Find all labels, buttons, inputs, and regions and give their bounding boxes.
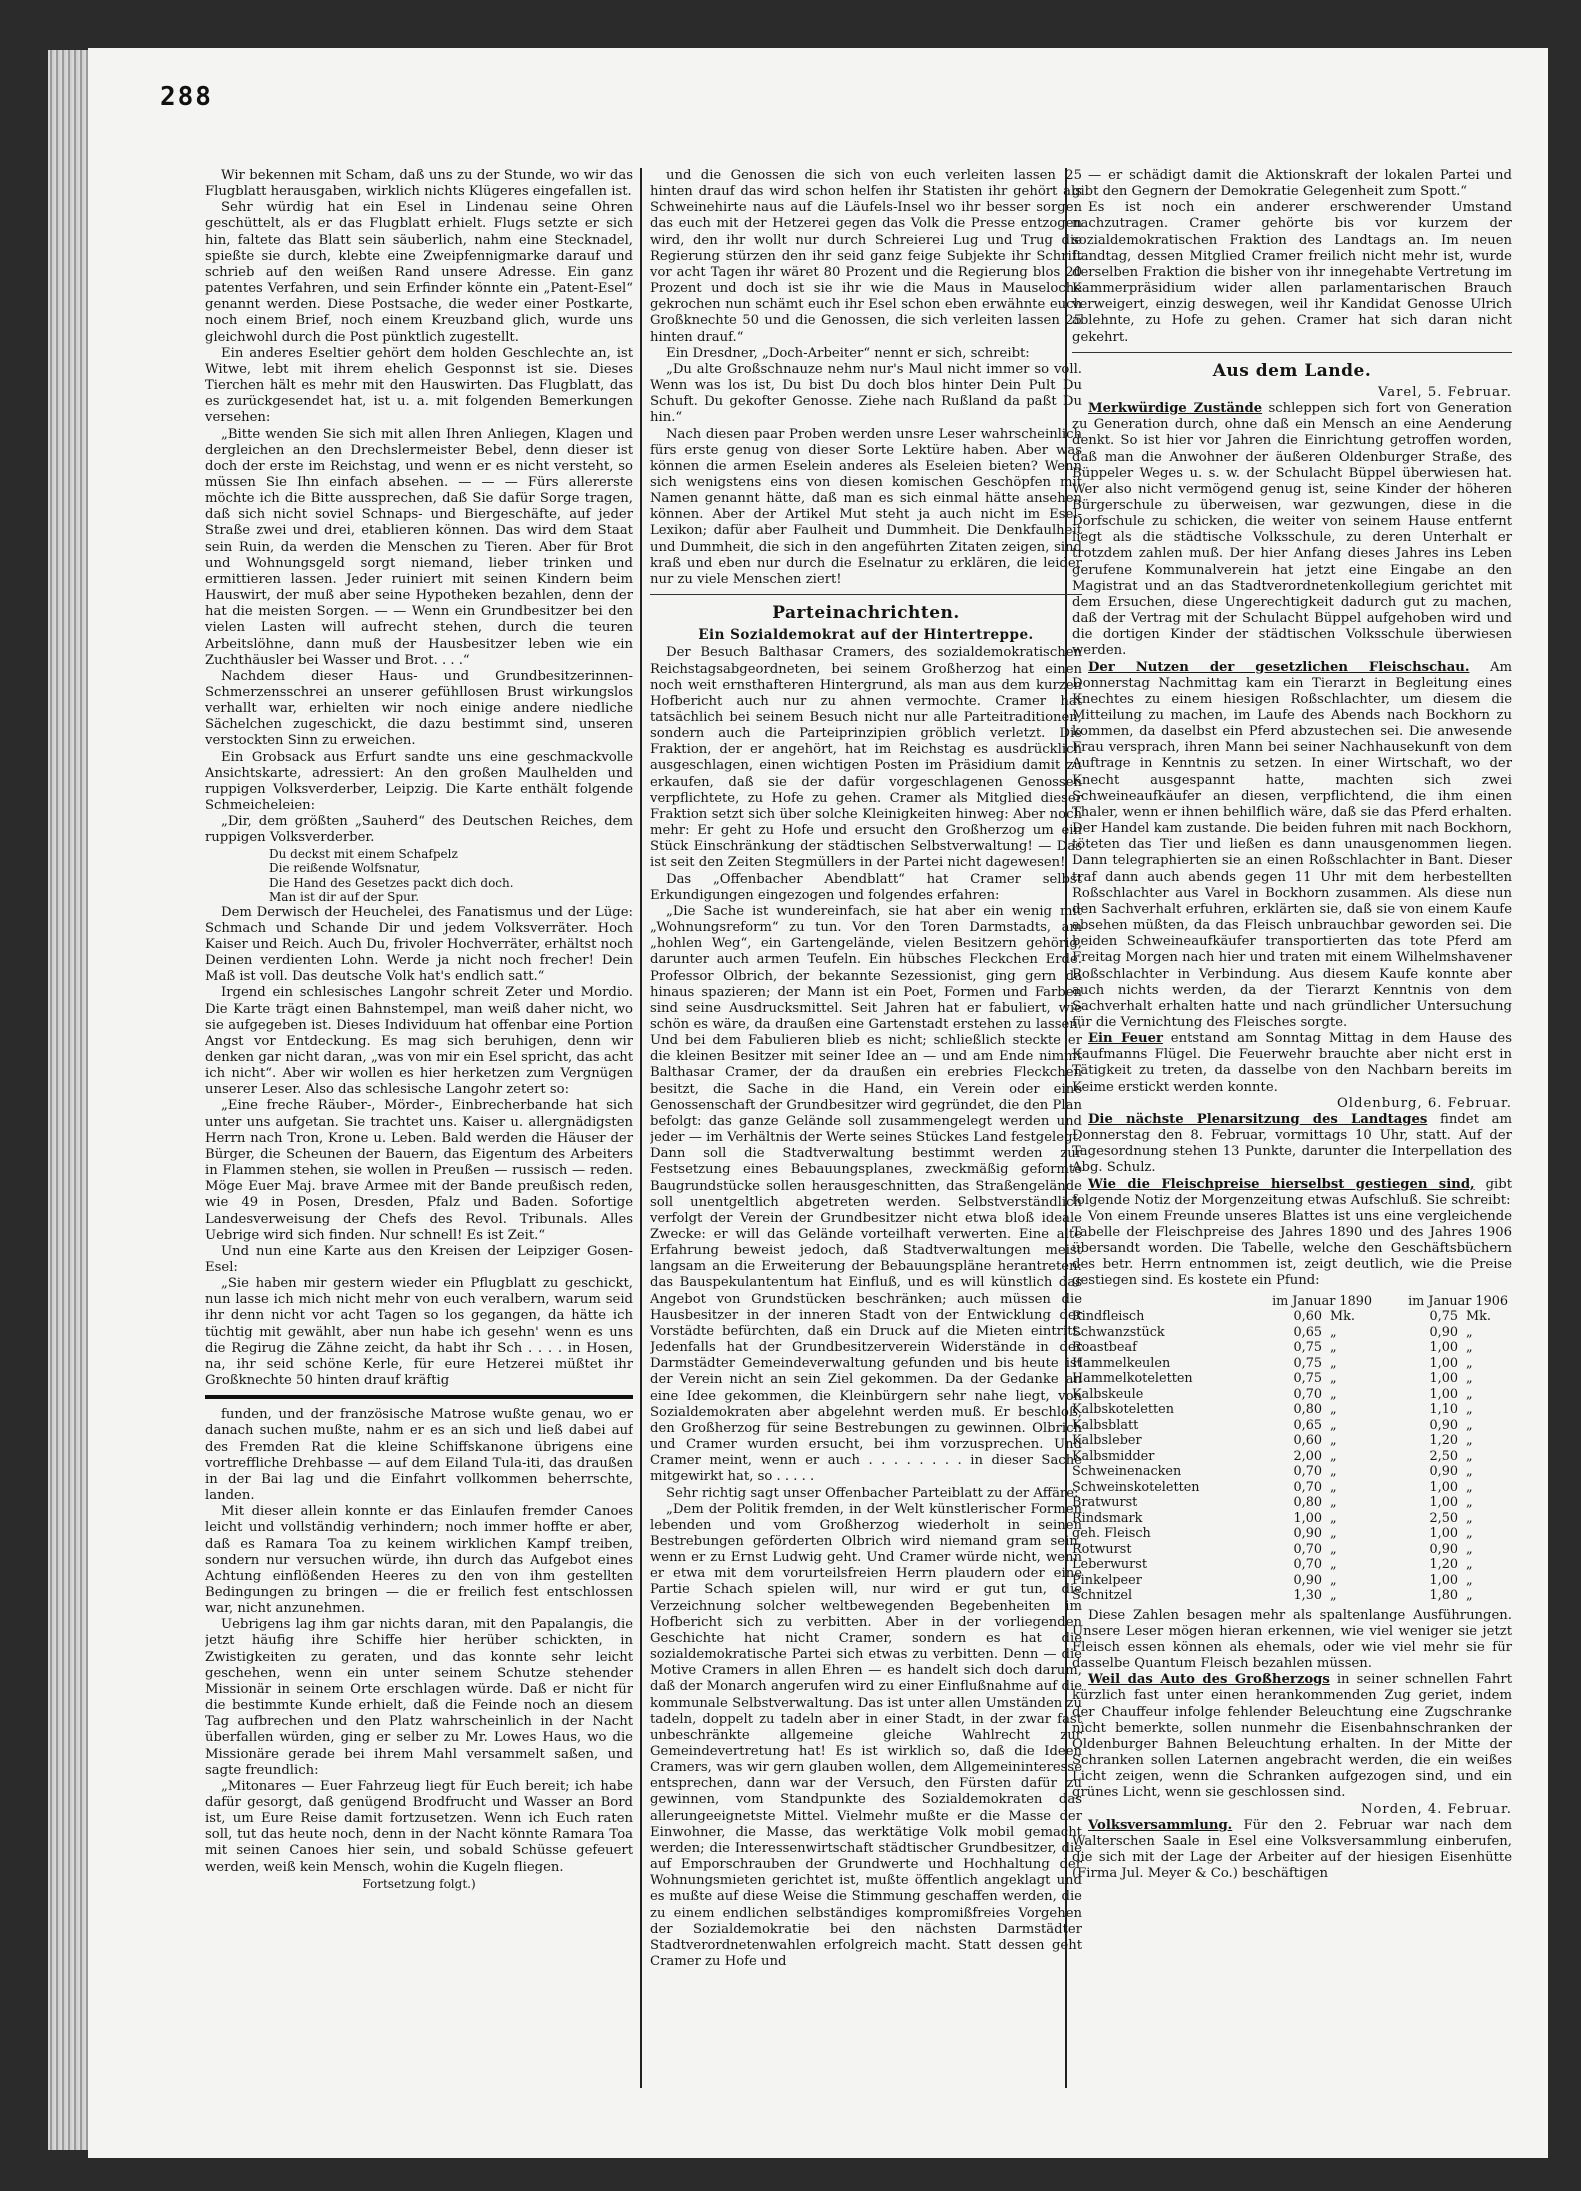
paragraph: Mit dieser allein konnte er das Einlaufen fremder Canoes leicht und vollständig verhindern; noch immer hoffte er aber, daß es Ramara Toa zu keinem wirklichen Kampf treiben, sondern nur versuchen würde, ihn durch das Aufgebot eines Achtung einflößenden Heeres zu den von ihm gestellten Bedingungen zu bringen — die er freilich fest entschlossen war, nicht anzunehmen. <box>205 1504 633 1617</box>
price-1906: 1,80 <box>1429 1588 1458 1604</box>
paragraph: Nach diesen paar Proben werden unsre Leser wahrscheinlich fürs erste genug von dieser Sorte Lektüre haben. Aber was können die armen Eselein anderes als Eseleien bieten? Wenn sich wenigstens eins von diesen komischen Geschöpfen mit Namen genannt hätte, daß man es sich einmal hätte ansehen können. Aber der Artikel Mut steht ja auch nicht im Esel-Lexikon; dafür aber Faulheit und Dummheit. Die Denkfaulheit und Dummheit, die sich in den angeführten Zitaten zeigen, sind kraß und eben nur durch die Eselnatur zu erklären, die leider nur zu viele Menschen ziert! <box>650 426 1082 587</box>
price-1890: 1,30 <box>1293 1588 1322 1604</box>
unit-1906: „ <box>1466 1448 1473 1464</box>
continuation-note: Fortsetzung folgt.) <box>362 1876 476 1891</box>
paragraph: Irgend ein schlesisches Langohr schreit Zeter und Mordio. Die Karte trägt einen Bahnstempel, man weiß daher nicht, wo sie aufgegeben ist. Dieses Individuum hat offenbar eine Portion Angst vor Entdeckung. Es mag sich beruhigen, denn wir denken gar nicht daran, „was von mir ein Esel spricht, das acht ich nicht“. Aber wir wollen es hier herketzen zum Vergnügen unserer Leser. Also das schlesische Langohr zetert so: <box>205 985 633 1098</box>
paragraph: funden, und der französische Matrose wußte genau, wo er danach suchen mußte, nahm er es an sich und ließ dabei auf des Fremden Rat die kleine Schiffskanone übrigens eine vortreffliche Drehbasse — auf dem Eiland Tula-iti, das draußen in der Bai lag und die Einfahrt vollkommen beherrschte, landen. <box>205 1407 633 1504</box>
unit-1906: „ <box>1466 1510 1473 1526</box>
table-row <box>1072 1449 1512 1465</box>
unit-1890: „ <box>1330 1479 1337 1495</box>
paragraph <box>1072 1672 1512 1801</box>
price-item: Rotwurst <box>1072 1541 1132 1557</box>
unit-1890: „ <box>1330 1557 1337 1573</box>
paragraph-text: entstand am Sonntag Mittag in dem Hause des Kaufmanns Flügel. Die Feuerwehr brauchte aber nicht erst in Tätigkeit zu treten, da dasselbe von den Nachbarn bereits im Keime erstickt werden konnte. <box>1072 1031 1512 1095</box>
unit-1906: „ <box>1466 1386 1473 1402</box>
table-row <box>1072 1573 1512 1589</box>
unit-1890: „ <box>1330 1355 1337 1371</box>
table-row <box>1072 1464 1512 1480</box>
paragraph: Der Besuch Balthasar Cramers, des sozialdemokratischen Reichstagsabgeordneten, bei seinem Großherzog hat einen noch weit ernsthafteren Hintergrund, als man aus dem kurzen Hofbericht auch nur zu ahnen vermochte. Cramer hat tatsächlich bei seinem Besuch nicht nur alle Parteitraditionen, sondern auch die Parteiprinzipien gröblich verletzt. Die Fraktion, der er angehört, hat im Reichstag es ausdrücklich ausgeschlagen, einen wichtigen Posten im Präsidium damit zu erkaufen, daß sie der dafür vorgeschlagenen Genossen verpflichtete, zu Hofe zu gehen. Cramer als Mitglied dieser Fraktion setzt sich über solche Kleinigkeiten hinweg: Aber noch mehr: Er geht zu Hofe und ersucht den Großherzog um ein Stück Einschränkung der städtischen Selbstverwaltung! — Das ist seit den Zeiten Stegmüllers in der Partei nicht dagewesen! <box>650 645 1082 871</box>
paragraph <box>1072 1177 1512 1209</box>
page-number: 288 <box>160 82 213 112</box>
price-1906: 1,10 <box>1429 1402 1458 1418</box>
unit-1890: „ <box>1330 1371 1337 1387</box>
paragraph-text: Für den 2. Februar war nach dem Walterschen Saale in Esel eine Volksversammlung einberufen, die sich mit der Lage der Arbeiter auf der hiesigen Eisenhütte (Firma Jul. Meyer & Co.) beschäftigen <box>1072 1817 1512 1882</box>
paragraph-text: in seiner schnellen Fahrt kürzlich fast unter einen herankommenden Zug geriet, indem der Chauffeur infolge fehlender Beleuchtung eine Zugschranke nicht bemerkte, sollen nunmehr die Eisenbahnschranken der Oldenburger Bahnen Beleuchtung erhalten. In der Mitte der Schranken sollen Laternen angebracht werden, die ein weißes Licht zeigen, wenn die Schranken aufgezogen sind, und ein grünes Licht, wenn sie geschlossen sind. <box>1072 1672 1512 1801</box>
price-1890: 2,00 <box>1293 1448 1322 1464</box>
unit-1890: Mk. <box>1330 1309 1355 1325</box>
unit-1906: „ <box>1466 1417 1473 1433</box>
paragraph: „Eine freche Räuber-, Mörder-, Einbrecherbande hat sich unter uns aufgetan. Sie trachtet uns. Kaiser u. allergnädigsten Herrn nach Tron, Krone u. Leben. Bald werden die Häuser der Bürger, die Scheunen der Bauern, das Eigentum des Arbeiters in Flammen stehen, sie wollen in Preußen — russisch — reden. Möge Euer Maj. brave Armee mit der Bande preußisch reden, wie 49 in Posen, Dresden, Pfalz und Baden. Sofortige Landesverweisung der Chefs des Revol. Tribunals. Alles Uebrige wird sich finden. Nur schnell! Es ist Zeit.“ <box>205 1098 633 1243</box>
price-1890: 1,00 <box>1293 1510 1322 1526</box>
unit-1906: „ <box>1466 1572 1473 1588</box>
price-1906: 1,00 <box>1429 1495 1458 1511</box>
table-row <box>1072 1325 1512 1341</box>
price-1890: 0,80 <box>1293 1402 1322 1418</box>
paragraph <box>1072 1112 1512 1177</box>
paragraph: Von einem Freunde unseres Blattes ist uns eine vergleichende Tabelle der Fleischpreise des Jahres 1890 und des Jahres 1906 übersandt worden. Die Tabelle, welche den Geschäftsbüchern des betr. Herrn entnommen ist, zeigt deutlich, wie die Preise gestiegen sind. Es kostete ein Pfund: <box>1072 1208 1512 1289</box>
paragraph: „Dir, dem größten „Sauherd“ des Deutschen Reiches, dem ruppigen Volksverderber. <box>205 814 633 846</box>
unit-1906: „ <box>1466 1402 1473 1418</box>
unit-1906: „ <box>1466 1541 1473 1557</box>
paragraph: Es ist noch ein anderer erschwerender Umstand nachzutragen. Cramer gehörte bis vor kurzem der sozialdemokratischen Fraktion des Landtags an. Im neuen Landtag, dessen Mitglied Cramer freilich nicht mehr ist, wurde derselben Fraktion die bisher von ihr innegehabte Vertretung im Kammerpräsidium wider allen parlamentarischen Brauch verweigert, einzig deswegen, weil ihr Kandidat Genosse Ulrich ablehnte, zu Hofe zu gehen. Cramer hat sich daran nicht gekehrt. <box>1072 200 1512 345</box>
paragraph: Uebrigens lag ihm gar nichts daran, mit den Papalangis, die jetzt häufig ihre Schiffe hier herüber schickten, in Zwistigkeiten zu geraten, und das konnte sehr leicht geschehen, wenn ein unter seinem Schutze stehender Missionär in seinem Orte erschlagen würde. Daß er nicht für die bestimmte Kunde erhielt, daß die Feinde noch an diesem Tag aufbrechen und den Platz wahrscheinlich in der Nacht überfallen würden, ging er selber zu Mr. Lowes Haus, wo die Missionäre gerade bei ihrem Mahl versammelt saßen, und sagte freundlich: <box>205 1617 633 1778</box>
poem-line: Die Hand des Gesetzes packt dich doch. <box>269 875 514 890</box>
paragraph: Das „Offenbacher Abendblatt“ hat Cramer selbst Erkundigungen eingezogen und folgendes erfahren: <box>650 871 1082 903</box>
lead-in: Der Nutzen der gesetzlichen Fleischschau. <box>1088 659 1470 675</box>
unit-1906: „ <box>1466 1557 1473 1573</box>
unit-1906: „ <box>1466 1340 1473 1356</box>
article-heading: Ein Sozialdemokrat auf der Hintertreppe. <box>698 627 1034 644</box>
price-1890: 0,65 <box>1293 1324 1322 1340</box>
lead-in: Merkwürdige Zustände <box>1088 401 1263 417</box>
price-1906: 1,00 <box>1429 1479 1458 1495</box>
paragraph: Ein Grobsack aus Erfurt sandte uns eine geschmackvolle Ansichtskarte, adressiert: An den großen Maulhelden und ruppigen Volksverderber, Leipzig. Die Karte enthält folgende Schmeicheleien: <box>205 749 633 814</box>
table-row <box>1072 1542 1512 1558</box>
price-1890: 0,90 <box>1293 1526 1322 1542</box>
unit-1906: Mk. <box>1466 1309 1491 1325</box>
table-row <box>1072 1495 1512 1511</box>
price-item: Kalbsmidder <box>1072 1448 1155 1464</box>
paragraph: „Dem der Politik fremden, in der Welt künstlerischer Formen lebenden und vom Großherzog wiederholt in seinen Bestrebungen geförderten Olbrich wird niemand gram sein, wenn er zu Ernst Ludwig geht. Und Cramer würde nicht, wenn er etwa mit dem vorurteilsfreien Herrn plaudern oder eine Partie Schach spielen will, nur wird er gut tun, die Verzeichnung solcher weltbewegenden Begebenheiten im Hofbericht sich zu verbitten. Aber in der vorliegenden Geschichte hat nicht Cramer, sondern es hat die sozialdemokratische Partei sich etwas zu verbitten. Denn — die Motive Cramers in allen Ehren — es handelt sich doch darum, daß der Monarch angerufen wird zu einer Einflußnahme auf die kommunale Selbstverwaltung. Das ist unter allen Umständen zu tadeln, doppelt zu tadeln aber in einer Stadt, in der zwar fast unbeschränkte allgemeine gleiche Wahlrecht zur Gemeindevertretung hat! Es ist wirklich so, daß die Ideen Cramers, was wir gern glauben wollen, dem Allgemeininteresse entsprechen, dann war der Versuch, den Fürsten dafür zu gewinnen, vom Standpunkte des Sozialdemokraten das allerungeeignetste Mittel. Vielmehr mußte er die Masse der Einwohner, die Masse, das werktätige Volk mobil gemacht werden; die Interessenwirtschaft städtischer Grundbesitzer, die auf Emporschrauben der Grundwerte und Hochhaltung der Wohnungsmieten gerichtet ist, mußte öffentlich angeklagt und es mußte auf diese Weise die Stimmung geschaffen werden, die zu einem endlichen selbständiges kompromißfreies Vorgehen der Sozialdemokratie bei den nächsten Darmstädter Stadtverordnetenwahlen erfolgreich macht. Statt dessen geht Cramer zu Hofe und <box>650 1501 1082 1970</box>
dateline: Varel, 5. Februar. <box>1377 384 1512 400</box>
paragraph <box>1072 660 1512 1032</box>
unit-1890: „ <box>1330 1541 1337 1557</box>
unit-1906: „ <box>1466 1479 1473 1495</box>
price-item: geh. Fleisch <box>1072 1526 1151 1542</box>
price-item: Kalbskeule <box>1072 1386 1144 1402</box>
unit-1906: „ <box>1466 1464 1473 1480</box>
price-1906: 0,90 <box>1429 1324 1458 1340</box>
price-item: Schnitzel <box>1072 1588 1133 1604</box>
poem-line: Man ist dir auf der Spur. <box>269 890 420 905</box>
price-item: Leberwurst <box>1072 1557 1147 1573</box>
price-1906: 0,90 <box>1429 1464 1458 1480</box>
table-row <box>1072 1433 1512 1449</box>
paragraph: „Du alte Großschnauze nehm nur's Maul nicht immer so voll. Wenn was los ist, Du bist Du doch blos hinter Dein Pult Du Schuft. Du gekofter Genosse. Ziehe nach Rußland da paßt Du hin.“ <box>650 361 1082 426</box>
section-heading-partei: Parteinachrichten. <box>772 603 960 624</box>
price-1890: 0,70 <box>1293 1479 1322 1495</box>
unit-1890: „ <box>1330 1386 1337 1402</box>
price-1906: 1,20 <box>1429 1557 1458 1573</box>
price-1906: 0,90 <box>1429 1417 1458 1433</box>
price-1906: 2,50 <box>1429 1448 1458 1464</box>
dateline: Norden, 4. Februar. <box>1360 1801 1512 1817</box>
unit-1906: „ <box>1466 1495 1473 1511</box>
column-rule-left <box>640 168 642 2088</box>
table-row <box>1072 1356 1512 1372</box>
paragraph: und die Genossen die sich von euch verleiten lassen 25 hinten drauf das wird schon helfen ihr Statisten ihr gehört als Schweinehirte naus auf die Läufels-Insel wo ihr besser sorgen das euch mit der Hetzerei gegen das Volk die Presse entzogen wird, den ihr wollt nur durch Schreierei Lug und Trug die Regierung stürzen den ihr seid ganz feige Subjekte ihr Schrift vor acht Tagen ihr wäret 80 Prozent und die Regierung blos 20 Prozent und doch ist sie ihr wie die Maus in Mauseloche gekrochen nun schämt euch ihr Esel schon eben erwähnte euch Großknechte 50 und die Genossen, die sich verleiten lassen 25 hinten drauf.“ <box>650 168 1082 345</box>
unit-1890: „ <box>1330 1588 1337 1604</box>
lead-in: Ein Feuer <box>1088 1031 1163 1047</box>
unit-1890: „ <box>1330 1495 1337 1511</box>
table-header-row <box>1072 1294 1512 1310</box>
paragraph-text: schleppen sich fort von Generation zu Generation durch, ohne daß ein Mensch an eine Aenderung denkt. So ist hier vor Jahren die Einrichtung getroffen worden, daß man die Anwohner der äußeren Oldenburger Straße, des Büppeler Weges u. s. w. der Schulacht Büppel überwiesen hat. Wer also nicht vermögend genug ist, seine Kinder der höheren Bürgerschule zu überweisen, war gezwungen, diese in die Dorfschule zu schicken, die weiter von seinem Hause entfernt liegt als die städtische Volksschule, zu deren Unterhalt er trotzdem zahlen muß. Der hier Anfang dieses Jahres ins Leben gerufene Kommunalverein hat jetzt eine Eingabe an den Magistrat und an das Stadtverordnetenkollegium gerichtet mit dem Ersuchen, diese Ungerechtigkeit dadurch gut zu machen, daß der Vertrag mit der Schulacht Büppel aufgehoben wird und die dortigen Kinder der städtischen Volksschule überwiesen werden. <box>1072 401 1512 659</box>
paragraph: Und nun eine Karte aus den Kreisen der Leipziger Gosen-Esel: <box>205 1243 633 1275</box>
price-1906: 1,00 <box>1429 1355 1458 1371</box>
price-item: Pinkelpeer <box>1072 1572 1142 1588</box>
section-heading-lande: Aus dem Lande. <box>1212 360 1372 381</box>
lead-in: Die nächste Plenarsitzung des Landtages <box>1088 1111 1428 1127</box>
price-item: Rindfleisch <box>1072 1309 1145 1325</box>
price-1890: 0,70 <box>1293 1464 1322 1480</box>
paragraph <box>1072 1818 1512 1883</box>
paragraph: Wir bekennen mit Scham, daß uns zu der Stunde, wo wir das Flugblatt herausgaben, wirklich nichts Klügeres eingefallen ist. <box>205 168 633 200</box>
price-item: Rindsmark <box>1072 1510 1143 1526</box>
unit-1890: „ <box>1330 1510 1337 1526</box>
column-header: im Januar 1906 <box>1408 1293 1508 1309</box>
table-row <box>1072 1588 1512 1604</box>
price-1906: 0,75 <box>1429 1309 1458 1325</box>
price-1906: 2,50 <box>1429 1510 1458 1526</box>
unit-1906: „ <box>1466 1588 1473 1604</box>
price-1890: 0,90 <box>1293 1572 1322 1588</box>
column-2 <box>650 168 1082 2108</box>
paragraph-text: findet am Donnerstag den 8. Februar, vormittags 10 Uhr, statt. Auf der Tagesordnung stehen 13 Punkte, darunter die Interpellation des Abg. Schulz. <box>1072 1111 1512 1176</box>
column-header: im Januar 1890 <box>1272 1293 1372 1309</box>
lead-in: Wie die Fleischpreise hierselbst gestiegen sind, <box>1088 1176 1475 1192</box>
table-row <box>1072 1418 1512 1434</box>
unit-1906: „ <box>1466 1433 1473 1449</box>
paragraph: Dem Derwisch der Heuchelei, des Fanatismus und der Lüge: Schmach und Schande Dir und jedem Volksverräter. Hoch Kaiser und Reich. Auch Du, frivoler Hochverräter, erhältst noch Deinen verdienten Lohn. Werde ja nicht noch frecher! Dein Maß ist voll. Das deutsche Volk hat's endlich satt.“ <box>205 904 633 985</box>
paragraph: Sehr würdig hat ein Esel in Lindenau seine Ohren geschüttelt, als er das Flugblatt erhielt. Flugs setzte er sich hin, faltete das Blatt sein säuberlich, nahm eine Stecknadel, spießte sie durch, klebte eine Zweipfennigmarke darauf und schrieb auf den weißen Rand unsere Adresse. Ein ganz patentes Verfahren, und sein Erfinder könnte ein „Patent-Esel“ genannt werden. Diese Postsache, die weder einer Postkarte, noch einem Brief, noch einem Kreuzband glich, wurde uns gleichwohl durch die Post pünktlich zugestellt. <box>205 200 633 345</box>
price-1890: 0,70 <box>1293 1541 1322 1557</box>
lead-in: Volksversammlung. <box>1088 1817 1233 1833</box>
paragraph: „Sie haben mir gestern wieder ein Pflugblatt zu geschickt, nun lasse ich mich nicht mehr von euch veralbern, warum seid ihr denn nicht vor acht Tagen so los gegangen, da hätte ich tüchtig mit gewählt, aber nun habe ich gesehn' wenn es uns die Regirug die Zähne zeicht, da habt ihr Sch . . . . in Hosen, na, ihr seid schöne Kerle, für eure Hetzerei müßtet ihr Großknechte 50 hinten drauf kräftig <box>205 1276 633 1389</box>
price-1890: 0,65 <box>1293 1417 1322 1433</box>
price-1890: 0,75 <box>1293 1355 1322 1371</box>
price-1906: 1,20 <box>1429 1433 1458 1449</box>
price-1906: 1,00 <box>1429 1371 1458 1387</box>
price-item: Schwanzstück <box>1072 1324 1165 1340</box>
price-item: Hammelkoteletten <box>1072 1371 1193 1387</box>
poem <box>205 847 633 905</box>
unit-1890: „ <box>1330 1324 1337 1340</box>
unit-1890: „ <box>1330 1526 1337 1542</box>
unit-1890: „ <box>1330 1402 1337 1418</box>
paragraph: „Bitte wenden Sie sich mit allen Ihren Anliegen, Klagen und dergleichen an den Drechslermeister Bebel, denn dieser ist doch der erste im Reichstag, und wenn er es nicht versteht, so müssen Sie Ihn einfach absehen. — — — Fürs allererste möchte ich die Bitte aussprechen, daß Sie dafür Sorge tragen, daß sich nicht soviel Schnaps- und Biergeschäfte, auf jeder Straße zwei und drei, etablieren können. Das wird dem Staat sein Ruin, da werden die Menschen zu Tieren. Aber für Brot und Wohnungsgeld sorgt niemand, lieber trinken und ermittieren lassen. Jeder ruiniert mit seinen Kindern beim Hauswirt, der muß aber seine Hypotheken bezahlen, denn der hat die meisten Sorgen. — — Wenn ein Grundbesitzer bei den vielen Lasten will aufrecht stehen, durch die teuren Arbeitslöhne, dann muß der Hausbesitzer leben wie ein Zuchthäusler bei Wasser und Brot. . . .“ <box>205 426 633 668</box>
price-1890: 0,70 <box>1293 1557 1322 1573</box>
paragraph <box>1072 401 1512 660</box>
price-1890: 0,75 <box>1293 1340 1322 1356</box>
meat-price-table <box>1072 1294 1512 1604</box>
price-1890: 0,75 <box>1293 1371 1322 1387</box>
column-3 <box>1072 168 1512 2108</box>
unit-1890: „ <box>1330 1572 1337 1588</box>
price-item: Schweinskoteletten <box>1072 1479 1200 1495</box>
table-row <box>1072 1340 1512 1356</box>
column-1 <box>205 168 633 2108</box>
paragraph: — er schädigt damit die Aktionskraft der lokalen Partei und gibt den Gegnern der Demokratie Gelegenheit zum Spott.“ <box>1072 168 1512 200</box>
paragraph: Ein anderes Eseltier gehört dem holden Geschlechte an, ist Witwe, lebt mit ihrem ehelich Gesponnst ist sie. Dieses Tierchen hält es mehr mit den Hauswirten. Das Flugblatt, das es zurückgesendet hat, ist u. a. mit folgenden Bemerkungen versehen: <box>205 345 633 426</box>
price-1890: 0,80 <box>1293 1495 1322 1511</box>
unit-1906: „ <box>1466 1371 1473 1387</box>
paragraph: Ein Dresdner, „Doch-Arbeiter“ nennt er sich, schreibt: <box>666 345 1030 361</box>
paragraph: „Die Sache ist wundereinfach, sie hat aber ein wenig mit „Wohnungsreform“ zu tun. Vor den Toren Darmstadts, am „hohlen Weg“, ein Gartengelände, vielen Besitzern gehörig, darunter auch armen Teufeln. Ein hübsches Fleckchen Erde. Professor Olbrich, der bekannte Sezessionist, ging gern da hinaus spazieren; der Mann ist ein Poet, Formen und Farben sind seine Ausdrucksmittel. Seit Jahren hat er fabuliert, wie schön es wäre, da draußen eine Gartenstadt erstehen zu lassen. Und bei dem Fabulieren blieb es nicht; schließlich steckte er die kleinen Besitzer mit seiner Idee an — und am Ende nimmt Balthasar Cramer, der da draußen ein erebries Fleckchen besitzt, die Sache in die Hand, ein Verein oder eine Genossenschaft der Grundbesitzer wird gegründet, die den Plan befolgt: das ganze Gelände soll zusammengelegt werden und jeder — im Verhältnis der Werte seines Stückes Land festgelegt. Dann soll die Stadtverwaltung bestimmt werden zur Festsetzung eines Bebauungsplanes, zweckmäßig geformte Baugrundstücke sollen herausgeschnitten, das Straßengelände soll unentgeltlich abgetreten werden. Selbstverständlich verfolgt der Verein der Grundbesitzer nicht etwa bloß ideale Zwecke: er will das Gelände vorteilhaft verwerten. Eine alte Erfahrung beweist jedoch, daß Stadtverwaltungen meist langsam an die Erweiterung der Bebauungspläne herantreten: das Bauspekulantentum hat Einfluß, und es will künstlich das Angebot von Grundstücken beschränken; auch müssen die Hausbesitzer in der inneren Stadt von der Entwicklung der Vorstädte befürchten, daß ein Druck auf die Mieten eintritt. Jedenfalls hat der Grundbesitzerverein Widerstände in der Darmstädter Gemeindeverwaltung gefunden und bis heute ist der Verein nicht an sein Ziel gekommen. Da der Gedanke an eine Idee gekommen, die Kleinbürgern sehr nahe liegt, von Sozialdemokraten aber abgelehnt werden muß. Er beschloß, den Großherzog für seine Bestrebungen zu gewinnen. Olbrich und Cramer wurden ersucht, bei ihm vorzusprechen. Und Cramer meint, wenn er auch . . . . . . . . in dieser Sache mitgewirkt hat, so . . . . . <box>650 903 1082 1485</box>
price-item: Schweinenacken <box>1072 1464 1182 1480</box>
price-1906: 1,00 <box>1429 1386 1458 1402</box>
dateline: Oldenburg, 6. Februar. <box>1337 1095 1512 1111</box>
unit-1906: „ <box>1466 1526 1473 1542</box>
paragraph-text: gibt folgende Notiz der Morgenzeitung etwas Aufschluß. Sie schreibt: <box>1072 1176 1512 1208</box>
unit-1890: „ <box>1330 1417 1337 1433</box>
paragraph: Diese Zahlen besagen mehr als spaltenlange Ausführungen. Unsere Leser mögen hieran erkennen, wie viel weniger sie jetzt Fleisch essen können als ehemals, oder wie viel mehr sie für dasselbe Quantum Fleisch bezahlen müssen. <box>1072 1607 1512 1672</box>
price-1890: 0,60 <box>1293 1309 1322 1325</box>
unit-1890: „ <box>1330 1340 1337 1356</box>
price-rows <box>1072 1309 1512 1604</box>
section-divider <box>650 594 1082 595</box>
price-item: Kalbskoteletten <box>1072 1402 1174 1418</box>
price-item: Bratwurst <box>1072 1495 1138 1511</box>
table-row <box>1072 1371 1512 1387</box>
price-item: Roastbeaf <box>1072 1340 1137 1356</box>
price-1890: 0,70 <box>1293 1386 1322 1402</box>
table-row <box>1072 1402 1512 1418</box>
poem-line: Du deckst mit einem Schafpelz <box>269 846 458 861</box>
paragraph: Sehr richtig sagt unser Offenbacher Parteiblatt zu der Affäre: <box>666 1485 1079 1501</box>
unit-1906: „ <box>1466 1324 1473 1340</box>
price-1906: 1,00 <box>1429 1526 1458 1542</box>
unit-1890: „ <box>1330 1433 1337 1449</box>
paragraph: „Mitonares — Euer Fahrzeug liegt für Euch bereit; ich habe dafür gesorgt, daß genügend Brodfrucht und Wasser an Bord ist, um Eure Reise damit fortzusetzen. Wenn ich Euch raten soll, tut das heute noch, denn in der Nacht könnte Ramara Toa mit seinen Canoes hier sein, und sobald Schüsse gefeuert werden, weiß kein Mensch, wohin die Kugeln fliegen. <box>205 1778 633 1875</box>
price-item: Kalbsleber <box>1072 1433 1142 1449</box>
table-row <box>1072 1480 1512 1496</box>
price-item: Kalbsblatt <box>1072 1417 1139 1433</box>
table-row <box>1072 1387 1512 1403</box>
table-row <box>1072 1557 1512 1573</box>
section-divider <box>1072 352 1512 353</box>
feuilleton-divider <box>205 1395 633 1399</box>
price-1906: 1,00 <box>1429 1340 1458 1356</box>
paragraph: Nachdem dieser Haus- und Grundbesitzerinnen-Schmerzensschrei an unserer gefühllosen Brust wirkungslos verhallt war, erhielten wir noch einige andere niedliche Sächelchen zugeschickt, die dazu bestimmt sind, unseren verstockten Sinn zu erweichen. <box>205 668 633 749</box>
unit-1906: „ <box>1466 1355 1473 1371</box>
table-row <box>1072 1511 1512 1527</box>
table-row <box>1072 1309 1512 1325</box>
lead-in: Weil das Auto des Großherzogs <box>1088 1672 1330 1688</box>
price-1906: 1,00 <box>1429 1572 1458 1588</box>
poem-line: Die reißende Wolfsnatur, <box>269 861 421 876</box>
paragraph <box>1072 1031 1512 1096</box>
price-1906: 0,90 <box>1429 1541 1458 1557</box>
paragraph-text: Am Donnerstag Nachmittag kam ein Tierarzt in Begleitung eines Knechtes zu einem hiesigen Roßschlachter, um diesem die Mitteilung zu machen, im Laufe des Abends nach Bockhorn zu kommen, da daselbst ein Pferd abzustechen sei. Die anwesende Frau versprach, ihren Mann bei seiner Nachhausekunft von dem Auftrage in Kenntnis zu setzen. In einer Wirtschaft, wo der Knecht ausgespannt hatte, machten sich zwei Schweineaufkäufer an diesen, verpflichtend, die ihm einen Thaler, wenn er ihnen behilflich wäre, daß sie das Pferd erhalten. Der Handel kam zustande. Die beiden fuhren mit nach Bockhorn, töteten das Tier und ließen es dann unausgenommen liegen. Dann telegraphierten sie an einen Roßschlachter in Bant. Dieser traf dann auch abends gegen 11 Uhr mit dem herbestellten Roßschlachter aus Varel in Bockhorn zusammen. Als diese nun den Sachverhalt erfuhren, erklärten sie, daß sie von einem Kaufe absehen müßten, da das Fleisch unbrauchbar geworden sei. Die beiden Schweineaufkäufer transportierten das tote Pferd am Freitag Morgen nach hier und traten mit einem Wilhelmshavener Roßschlachter in Verbindung. Aus diesem Kaufe konnte aber auch nichts werden, da der Tierarzt Kenntnis von dem Sachverhalt erhalten hatte und nach gründlicher Untersuchung für die Vernichtung des Fleisches sorgte. <box>1072 659 1512 1030</box>
price-item: Hammelkeulen <box>1072 1355 1171 1371</box>
table-row <box>1072 1526 1512 1542</box>
unit-1890: „ <box>1330 1464 1337 1480</box>
unit-1890: „ <box>1330 1448 1337 1464</box>
price-1890: 0,60 <box>1293 1433 1322 1449</box>
